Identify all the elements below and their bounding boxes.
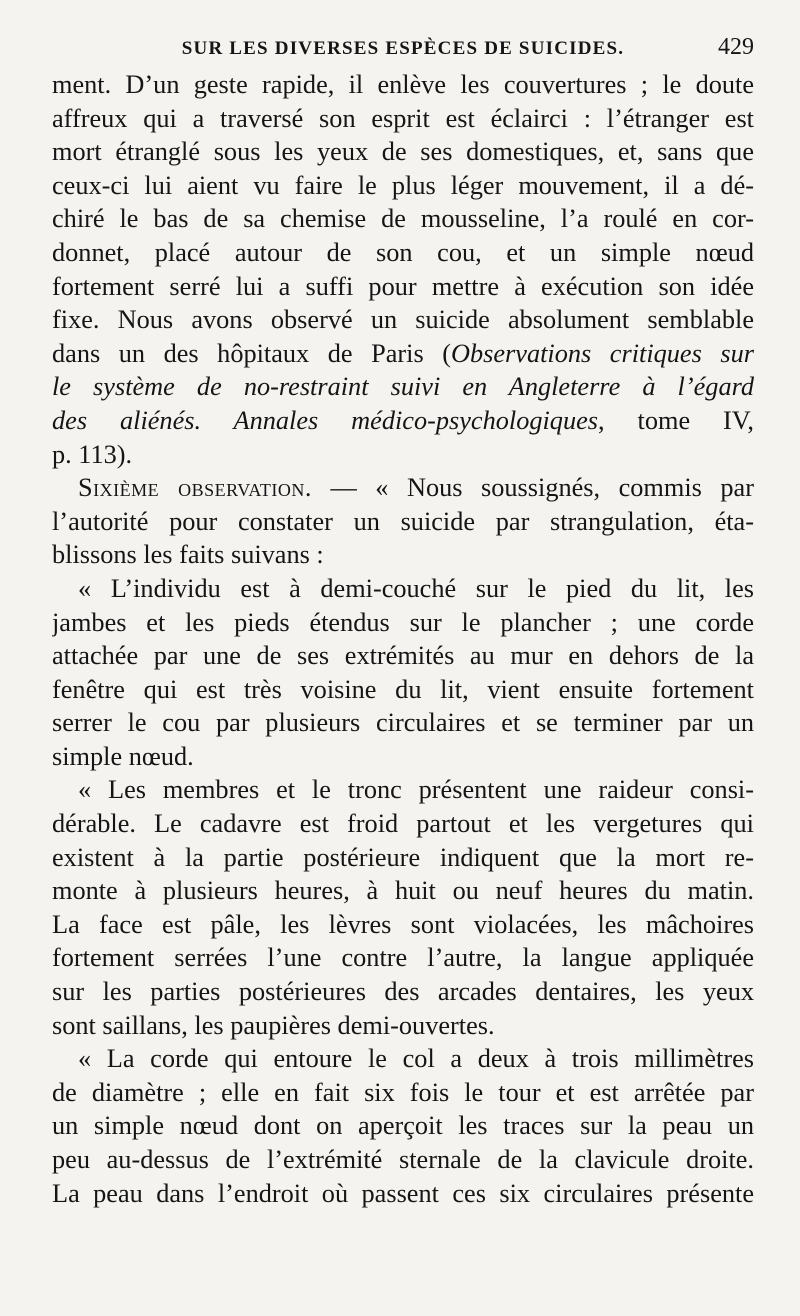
- text-run: , tome IV,: [598, 405, 754, 435]
- text-line: donnet, placé autour de son cou, et un simple nœud: [52, 237, 754, 267]
- text-line: l’autorité pour constater un suicide par strangulation, éta-: [52, 506, 754, 536]
- text-line: fortement serrées l’une contre l’autre, la langue appliquée: [52, 943, 754, 973]
- citation-title: le système de no-restraint suivi en Angleterre à l’égard: [52, 372, 754, 402]
- text-line: [52, 471, 754, 505]
- text-line: [52, 370, 754, 404]
- paragraph-5: [52, 1042, 754, 1210]
- text-line: affreux qui a traversé son esprit est éclairci : l’étranger est: [52, 103, 754, 133]
- text-line: fortement serré lui a suffi pour mettre à exécution son idée: [52, 271, 754, 301]
- text-line: chiré le bas de sa chemise de mousseline, l’a roulé en cor-: [52, 204, 754, 234]
- text-line: serrer le cou par plusieurs circulaires et se terminer par un: [52, 708, 754, 738]
- text-line: « L’individu est à demi-couché sur le pied du lit, les: [78, 573, 754, 603]
- text-line: [52, 337, 754, 371]
- paragraph-1: [52, 68, 754, 471]
- text-line: [52, 404, 754, 438]
- text-line: dérable. Le cadavre est froid partout et les vergetures qui: [52, 809, 754, 839]
- text-line: ceux-ci lui aient vu faire le plus léger mouvement, il a dé-: [52, 170, 754, 200]
- journal-title: des aliénés. Annales médico-psychologiques: [52, 405, 599, 435]
- page-header: [52, 34, 754, 66]
- text-line: simple nœud.: [52, 741, 194, 771]
- paragraph-4: [52, 773, 754, 1042]
- text-line: monte à plusieurs heures, à huit ou neuf heures du matin.: [52, 876, 754, 906]
- text-line: jambes et les pieds étendus sur le plancher ; une corde: [52, 607, 754, 637]
- text-line: « La corde qui entoure le col a deux à trois millimètres: [78, 1044, 754, 1074]
- text-line: La face est pâle, les lèvres sont violacées, les mâchoires: [52, 909, 754, 939]
- text-line: sur les parties postérieures des arcades dentaires, les yeux: [52, 977, 754, 1007]
- text-line: La peau dans l’endroit où passent ces six circulaires présente: [52, 1178, 754, 1208]
- text-line: ment. D’un geste rapide, il enlève les couvertures ; le doute: [52, 70, 754, 99]
- text-line: fenêtre qui est très voisine du lit, vient ensuite fortement: [52, 674, 754, 704]
- text-line: « Les membres et le tronc présentent une raideur consi-: [78, 775, 754, 805]
- observation-label: Sixième observation.: [78, 473, 312, 503]
- text-line: fixe. Nous avons observé un suicide absolument semblable: [52, 305, 754, 335]
- citation-title: Observations critiques sur: [451, 338, 754, 368]
- text-line: de diamètre ; elle en fait six fois le tour et est arrêtée par: [52, 1077, 754, 1107]
- text-line: mort étranglé sous les yeux de ses domestiques, et, sans que: [52, 137, 754, 167]
- text-line: sont saillans, les paupières demi-ouvertes.: [52, 1010, 495, 1040]
- text-line: existent à la partie postérieure indiquent que la mort re-: [52, 842, 754, 872]
- page-number: 429: [718, 34, 754, 60]
- running-title: SUR LES DIVERSES ESPÈCES DE SUICIDES.: [181, 38, 625, 59]
- paragraph-3: [52, 572, 754, 774]
- text-line: p. 113).: [52, 439, 133, 469]
- text-line: peu au-dessus de l’extrémité sternale de la clavicule droite.: [52, 1145, 754, 1174]
- text-line: attachée par une de ses extrémités au mur en dehors de la: [52, 641, 754, 671]
- text-line: un simple nœud dont on aperçoit les traces sur la peau un: [52, 1111, 754, 1141]
- paragraph-2: [52, 471, 754, 572]
- text-run: — « Nous soussignés, commis par: [311, 473, 754, 503]
- text-line: blissons les faits suivans :: [52, 540, 324, 570]
- body-text: [52, 68, 754, 1210]
- text-run: dans un des hôpitaux de Paris (: [52, 338, 452, 368]
